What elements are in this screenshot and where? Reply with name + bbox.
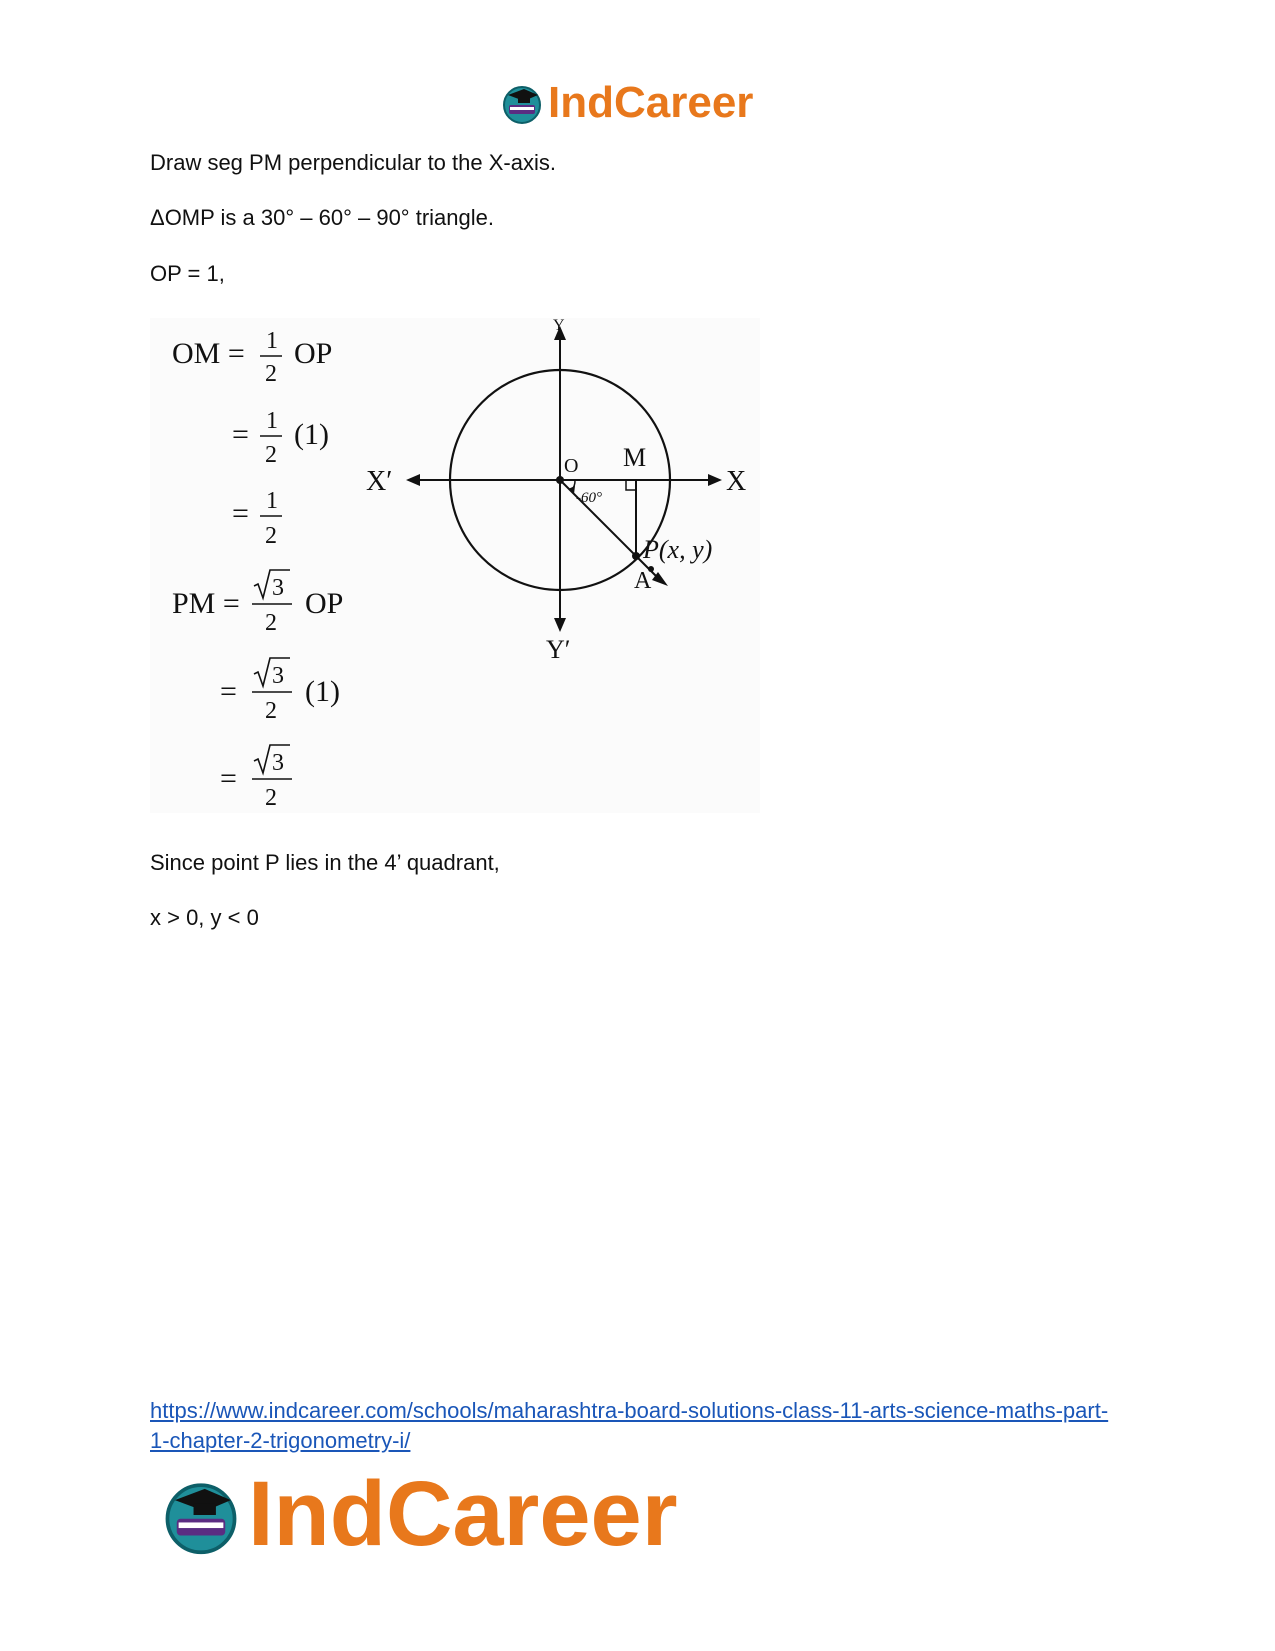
- y-prime-arrow-icon: [554, 618, 566, 632]
- label-p: P(x, y): [643, 535, 713, 564]
- pm-den-1: 2: [265, 610, 277, 636]
- label-x-prime: X′: [366, 466, 393, 497]
- pm-paren-one: (1): [305, 675, 340, 708]
- x-arrow-icon: [708, 474, 722, 486]
- header-logo-text: IndCareer: [548, 78, 754, 127]
- pm-op: OP: [305, 587, 344, 620]
- label-x: X: [726, 466, 747, 497]
- label-o: O: [564, 455, 579, 477]
- pm-den-3: 2: [265, 785, 277, 811]
- om-den-2: 2: [265, 442, 277, 468]
- label-m: M: [623, 443, 647, 472]
- pm-num-2: 3: [272, 663, 284, 689]
- eq-sign: =: [220, 762, 237, 795]
- equations: [172, 328, 343, 811]
- paragraph-op: OP = 1,: [150, 261, 225, 286]
- paragraph-draw-seg: Draw seg PM perpendicular to the X-axis.: [150, 150, 556, 175]
- pm-den-2: 2: [265, 698, 277, 724]
- om-num-3: 1: [266, 488, 278, 514]
- eq-sign: =: [220, 675, 237, 708]
- paragraph-triangle: ΔOMP is a 30° – 60° – 90° triangle.: [150, 205, 494, 230]
- label-y: Y: [553, 318, 565, 334]
- om-op: OP: [294, 337, 333, 370]
- label-a: A: [634, 568, 652, 594]
- pm-num-1: 3: [272, 575, 284, 601]
- graduation-cap-book-globe-icon: [160, 1474, 242, 1556]
- right-angle-mark: [626, 480, 636, 490]
- graduation-cap-book-globe-icon: [500, 81, 544, 125]
- point-p: [632, 552, 640, 560]
- paragraph-signs: x > 0, y < 0: [150, 905, 259, 930]
- pm-label: PM =: [172, 587, 240, 620]
- x-prime-arrow-icon: [406, 474, 420, 486]
- math-figure: [150, 318, 760, 813]
- pm-num-3: 3: [272, 750, 284, 776]
- om-num-1: 1: [266, 328, 278, 354]
- footer-logo-text: IndCareer: [248, 1463, 678, 1565]
- figure-svg: [150, 318, 760, 813]
- om-den-1: 2: [265, 361, 277, 387]
- label-y-prime: Y′: [546, 635, 571, 664]
- paragraph-quadrant: Since point P lies in the 4’ quadrant,: [150, 850, 500, 875]
- om-num-2: 1: [266, 408, 278, 434]
- point-o: [556, 476, 564, 484]
- eq-sign: =: [232, 418, 249, 451]
- label-angle: -60°: [576, 490, 602, 506]
- footer-logo: [160, 1462, 678, 1567]
- om-paren-one: (1): [294, 418, 329, 451]
- om-den-3: 2: [265, 523, 277, 549]
- om-label: OM =: [172, 337, 245, 370]
- eq-sign: =: [232, 497, 249, 530]
- header-logo: [500, 78, 753, 128]
- footer-source-link[interactable]: https://www.indcareer.com/schools/maharashtra-board-solutions-class-11-arts-science-maths-part-1-chapter-2-trigonometry-i/: [150, 1398, 1109, 1453]
- unit-circle-diagram: [366, 318, 746, 664]
